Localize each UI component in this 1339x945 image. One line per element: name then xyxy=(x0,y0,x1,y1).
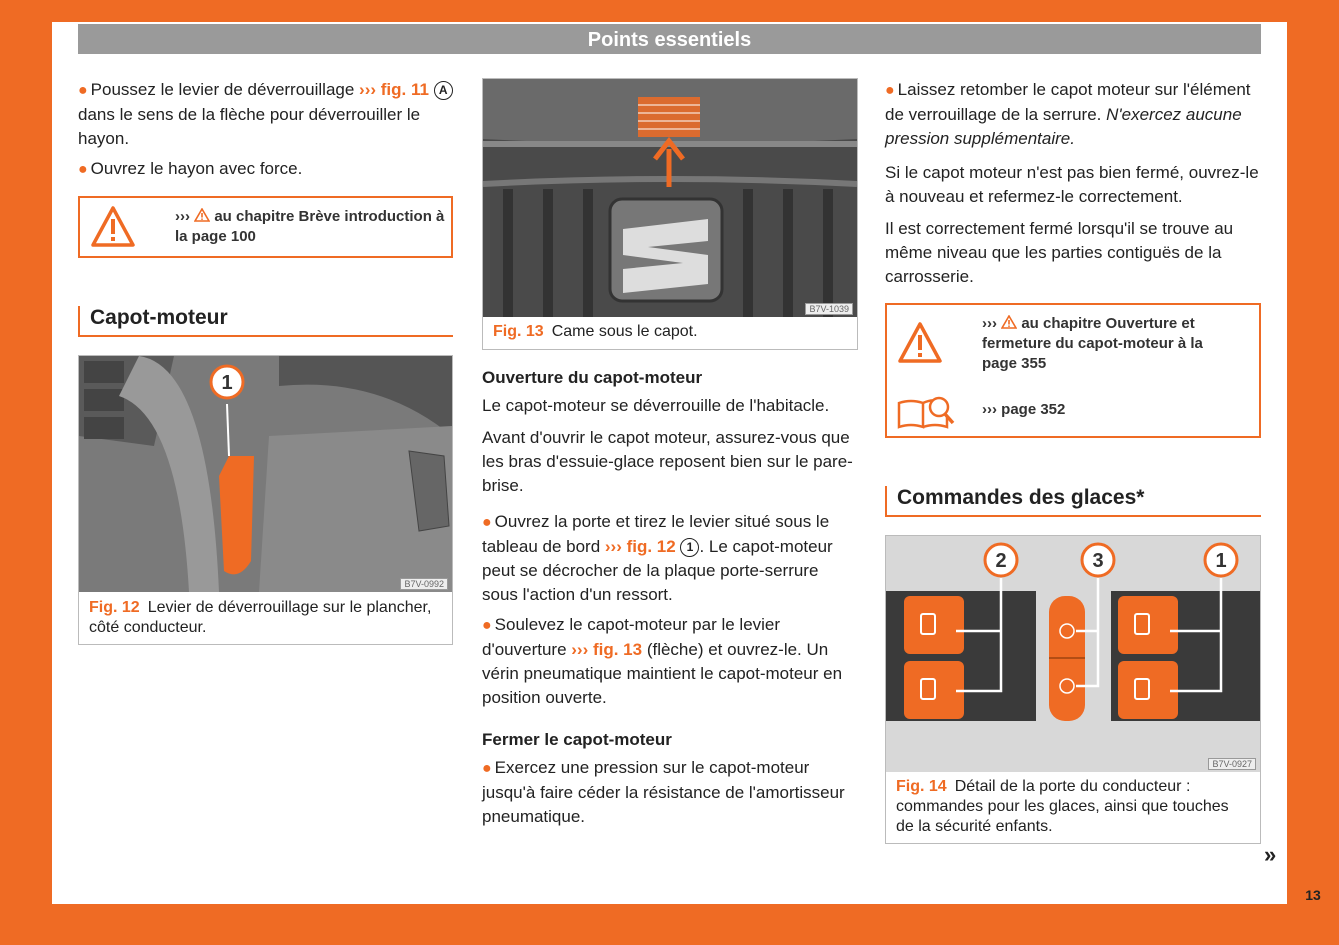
figure-14-image xyxy=(886,536,1260,772)
warning-box-2: ››› au chapitre Ouverture et fermeture du capot-moteur à la page 355 ››› page 352 xyxy=(885,303,1261,438)
step-open-tailgate: ● Ouvrez le hayon avec force. xyxy=(78,159,303,178)
figure-13-code: B7V-1039 xyxy=(805,303,853,315)
warning-link-2[interactable]: au chapitre Ouverture et fermeture du capot-moteur à la page 355 xyxy=(982,315,1203,372)
figure-12-marker: 1 xyxy=(221,372,233,394)
figure-13-caption: Fig. 13 Came sous le capot. xyxy=(493,323,698,340)
figure-12 xyxy=(78,355,453,645)
figure-12-code: B7V-0992 xyxy=(400,578,448,590)
page-number: 13 xyxy=(1305,887,1321,903)
figure-14 xyxy=(885,535,1261,844)
column-2 xyxy=(482,78,858,835)
marker-1: 1 xyxy=(680,538,699,557)
warning-icon-small xyxy=(1001,315,1017,329)
fig-12-link[interactable]: ››› fig. 12 xyxy=(604,537,676,556)
para-wipers: Avant d'ouvrir le capot moteur, assurez-vous que les bras d'essuie-glace reposent bien sur le pare-brise. xyxy=(482,428,853,495)
figure-14-marker-3: 3 xyxy=(1092,550,1104,572)
para-correctly-closed: Il est correctement fermé lorsqu'il se trouve au même niveau que les parties contiguës de la carrosserie. xyxy=(885,219,1234,286)
figure-14-marker-2: 2 xyxy=(995,550,1007,572)
warning-icon-small xyxy=(194,208,210,222)
fig-13-link[interactable]: ››› fig. 13 xyxy=(571,640,643,659)
warning-box: ››› au chapitre Brève introduction à la page 100 xyxy=(78,196,453,258)
para-not-closed: Si le capot moteur n'est pas bien fermé, ouvrez-le à nouveau et refermez-le correctement. xyxy=(885,163,1259,206)
figure-13 xyxy=(482,78,858,350)
continue-mark: » xyxy=(1264,842,1277,867)
column-1 xyxy=(78,78,453,645)
pedal-area-illustration xyxy=(79,356,452,592)
grille-illustration xyxy=(483,79,857,317)
page-header: Points essentiels xyxy=(78,24,1261,54)
warning-icon xyxy=(897,321,943,365)
book-link[interactable]: ››› page 352 xyxy=(982,401,1066,418)
para-opening: Le capot-moteur se déverrouille de l'habitacle. xyxy=(482,396,830,415)
section-title-windows: Commandes des glaces* xyxy=(885,486,1261,517)
book-search-icon xyxy=(895,393,957,433)
subheading-closing: Fermer le capot-moteur xyxy=(482,730,672,749)
step-press-bonnet: ● Exercez une pression sur le capot-moteur jusqu'à faire céder la résistance de l'amortisseur pneumatique. xyxy=(482,758,845,826)
figure-13-image xyxy=(483,79,857,317)
step-drop-bonnet: ● Laissez retomber le capot moteur sur l'élément de verrouillage de la serrure. N'exercez aucune pression supplémentaire. xyxy=(885,80,1251,148)
column-3 xyxy=(885,78,1261,844)
figure-14-marker-1: 1 xyxy=(1215,550,1227,572)
warning-link[interactable]: au chapitre Brève introduction à la page 100 xyxy=(175,208,445,245)
step-pull-lever: ● Ouvrez la porte et tirez le levier situé sous le tableau de bord ››› fig. 12 1 . Le capot-moteur peut se décrocher de la plaque porte-serrure sous l'action d'un ressort. xyxy=(482,512,833,604)
figure-14-code: B7V-0927 xyxy=(1208,758,1256,770)
figure-14-caption: Fig. 14 Détail de la porte du conducteur : commandes pour les glaces, ainsi que touches de la sécurité enfants. xyxy=(896,778,1229,835)
window-switches-illustration xyxy=(886,536,1260,772)
step-lift-bonnet: ● Soulevez le capot-moteur par le levier d'ouverture ››› fig. 13 (flèche) et ouvrez-le. Un vérin pneumatique maintient le capot-moteur en position ouverte. xyxy=(482,615,843,707)
figure-12-caption: Fig. 12 Levier de déverrouillage sur le plancher, côté conducteur. xyxy=(89,599,432,636)
figure-12-image xyxy=(79,356,452,592)
step-unlock-tailgate: ● Poussez le levier de déverrouillage ››› fig. 11 A dans le sens de la flèche pour déverrouiller le hayon. xyxy=(78,78,453,151)
warning-icon xyxy=(90,205,136,249)
page xyxy=(52,22,1287,904)
subheading-opening: Ouverture du capot-moteur xyxy=(482,368,703,387)
section-title-capot: Capot-moteur xyxy=(78,306,453,337)
marker-a: A xyxy=(434,81,453,100)
fig-11-link[interactable]: ››› fig. 11 xyxy=(359,80,429,99)
